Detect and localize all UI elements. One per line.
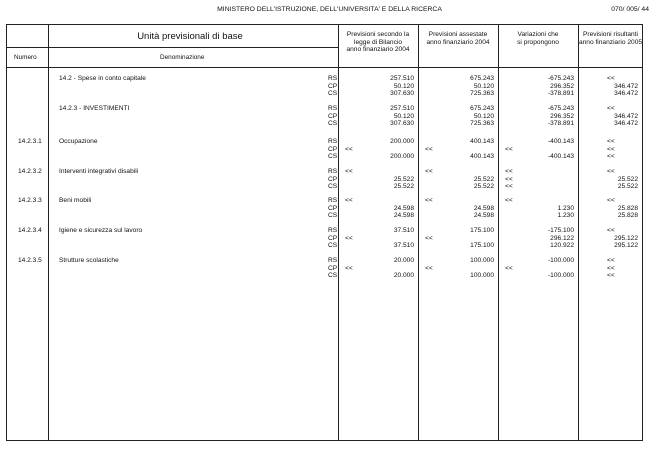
row-value: 307.630 xyxy=(390,120,414,128)
row-value: 37.510 xyxy=(393,242,414,250)
row-value: 25.522 xyxy=(617,175,638,183)
row-code: CP xyxy=(328,145,338,153)
row-value: << xyxy=(425,234,433,242)
row-value: << xyxy=(425,264,433,272)
row-code: RS xyxy=(328,227,338,234)
header-bottom-line xyxy=(6,67,643,68)
row-denominazione: Beni mobili xyxy=(59,197,92,204)
col-header-1: Previsioni secondo la legge di Bilancio anno finanziario 2004 xyxy=(346,31,410,54)
row-value: << xyxy=(607,272,615,280)
row-value: -400.143 xyxy=(547,153,574,161)
row-value: << xyxy=(505,264,513,272)
row-value: 725.363 xyxy=(470,120,494,128)
row-value: -675.243 xyxy=(547,105,574,112)
row-value: 50.120 xyxy=(473,82,494,90)
column-divider xyxy=(48,24,49,441)
row-value: << xyxy=(607,168,615,175)
row-code: CP xyxy=(328,82,338,90)
row-value: 25.522 xyxy=(393,175,414,183)
row-value: 100.000 xyxy=(470,272,494,280)
row-value: 37.510 xyxy=(393,227,414,234)
row-value: 257.510 xyxy=(390,105,414,112)
row-value: 295.122 xyxy=(614,242,638,250)
row-code: RS xyxy=(328,197,338,204)
row-value: 1.230 xyxy=(557,204,574,212)
row-code: CP xyxy=(328,112,338,120)
row-value: 100.000 xyxy=(470,257,494,264)
row-value: 675.243 xyxy=(470,75,494,82)
row-value: -378.891 xyxy=(547,90,574,98)
row-value: 346.472 xyxy=(614,112,638,120)
row-value: << xyxy=(425,168,433,175)
row-value: << xyxy=(345,168,353,175)
row-value: 24.598 xyxy=(473,204,494,212)
header-divider xyxy=(6,47,338,48)
row-code: CP xyxy=(328,175,338,183)
row-value: 296.352 xyxy=(550,82,574,90)
row-code: CS xyxy=(328,183,338,191)
row-value: 346.472 xyxy=(614,82,638,90)
row-value: << xyxy=(345,234,353,242)
row-value: << xyxy=(425,145,433,153)
row-value: 24.598 xyxy=(393,204,414,212)
row-code: CS xyxy=(328,90,338,98)
row-value: 25.522 xyxy=(473,183,494,191)
row-denominazione: Interventi integrativi disabili xyxy=(59,168,139,175)
row-code: RS xyxy=(328,105,338,112)
row-value: 20.000 xyxy=(393,272,414,280)
row-value: -675.243 xyxy=(547,75,574,82)
row-value: << xyxy=(345,145,353,153)
row-value: 346.472 xyxy=(614,120,638,128)
row-value: 675.243 xyxy=(470,105,494,112)
row-code: CS xyxy=(328,212,338,220)
row-value: 200.000 xyxy=(390,153,414,161)
row-denominazione: Igiene e sicurezza sul lavoro xyxy=(59,227,143,234)
row-value: 200.000 xyxy=(390,138,414,145)
row-value: -100.000 xyxy=(547,272,574,280)
ministry-title: MINISTERO DELL'ISTRUZIONE, DELL'UNIVERSITA' E DELLA RICERCA xyxy=(217,6,442,13)
col-header-4: Previsioni risultanti anno finanziario 2005 xyxy=(578,31,643,46)
row-code: CS xyxy=(328,242,338,250)
row-value: << xyxy=(345,197,353,204)
row-value: 257.510 xyxy=(390,75,414,82)
unit-title: Unità previsionali di base xyxy=(137,31,243,42)
row-value: 25.522 xyxy=(393,183,414,191)
row-code: CS xyxy=(328,153,338,161)
row-value: -378.891 xyxy=(547,120,574,128)
row-value: 50.120 xyxy=(393,112,414,120)
row-value: 120.922 xyxy=(550,242,574,250)
row-code: RS xyxy=(328,75,338,82)
row-value: << xyxy=(505,145,513,153)
row-value: 307.630 xyxy=(390,90,414,98)
row-value: << xyxy=(607,197,615,204)
row-value: 296.122 xyxy=(550,234,574,242)
row-value: << xyxy=(607,257,615,264)
row-value: << xyxy=(425,197,433,204)
row-value: -100.000 xyxy=(547,257,574,264)
row-code: RS xyxy=(328,257,338,264)
row-value: -400.143 xyxy=(547,138,574,145)
row-number: 14.2.3.2 xyxy=(18,168,42,175)
row-value: -175.100 xyxy=(547,227,574,234)
row-denominazione: 14.2 - Spese in conto capitale xyxy=(59,75,146,82)
row-value: 400.143 xyxy=(470,153,494,161)
row-code: RS xyxy=(328,168,338,175)
col-header-3: Variazioni che si propongono xyxy=(517,31,559,46)
col-header-2: Previsioni assestate anno finanziario 2004 xyxy=(426,31,490,46)
row-value: 175.100 xyxy=(470,227,494,234)
row-value: 725.363 xyxy=(470,90,494,98)
row-number: 14.2.3.4 xyxy=(18,227,42,234)
page-reference: 070/ 005/ 44 xyxy=(611,6,649,13)
row-value: 25.828 xyxy=(617,204,638,212)
row-value: << xyxy=(345,264,353,272)
row-value: 25.522 xyxy=(473,175,494,183)
row-value: 25.828 xyxy=(617,212,638,220)
row-value: << xyxy=(505,183,513,191)
row-value: << xyxy=(607,105,615,112)
row-value: 295.122 xyxy=(614,234,638,242)
row-value: << xyxy=(505,197,513,204)
row-value: << xyxy=(505,168,513,175)
row-value: << xyxy=(607,264,615,272)
row-value: << xyxy=(607,145,615,153)
row-number: 14.2.3.5 xyxy=(18,257,42,264)
row-code: CP xyxy=(328,234,338,242)
row-denominazione: Occupazione xyxy=(59,138,98,145)
row-code: CS xyxy=(328,272,338,280)
row-value: << xyxy=(607,138,615,145)
row-value: 24.598 xyxy=(473,212,494,220)
numero-header: Numero xyxy=(14,54,37,61)
row-value: 24.598 xyxy=(393,212,414,220)
row-value: 25.522 xyxy=(617,183,638,191)
row-denominazione: Strutture scolastiche xyxy=(59,257,119,264)
row-number: 14.2.3.1 xyxy=(18,138,42,145)
row-code: CS xyxy=(328,120,338,128)
row-code: CP xyxy=(328,204,338,212)
row-denominazione: 14.2.3 - INVESTIMENTI xyxy=(59,105,130,112)
row-value: 20.000 xyxy=(393,257,414,264)
row-value: << xyxy=(607,227,615,234)
denominazione-header: Denominazione xyxy=(160,54,205,61)
row-value: 400.143 xyxy=(470,138,494,145)
row-value: 50.120 xyxy=(473,112,494,120)
row-value: 346.472 xyxy=(614,90,638,98)
row-code: RS xyxy=(328,138,338,145)
row-number: 14.2.3.3 xyxy=(18,197,42,204)
row-value: 50.120 xyxy=(393,82,414,90)
row-value: << xyxy=(505,175,513,183)
row-value: 1.230 xyxy=(557,212,574,220)
row-value: << xyxy=(607,153,615,161)
row-value: << xyxy=(607,75,615,82)
row-code: CP xyxy=(328,264,338,272)
row-value: 296.352 xyxy=(550,112,574,120)
row-value: 175.100 xyxy=(470,242,494,250)
